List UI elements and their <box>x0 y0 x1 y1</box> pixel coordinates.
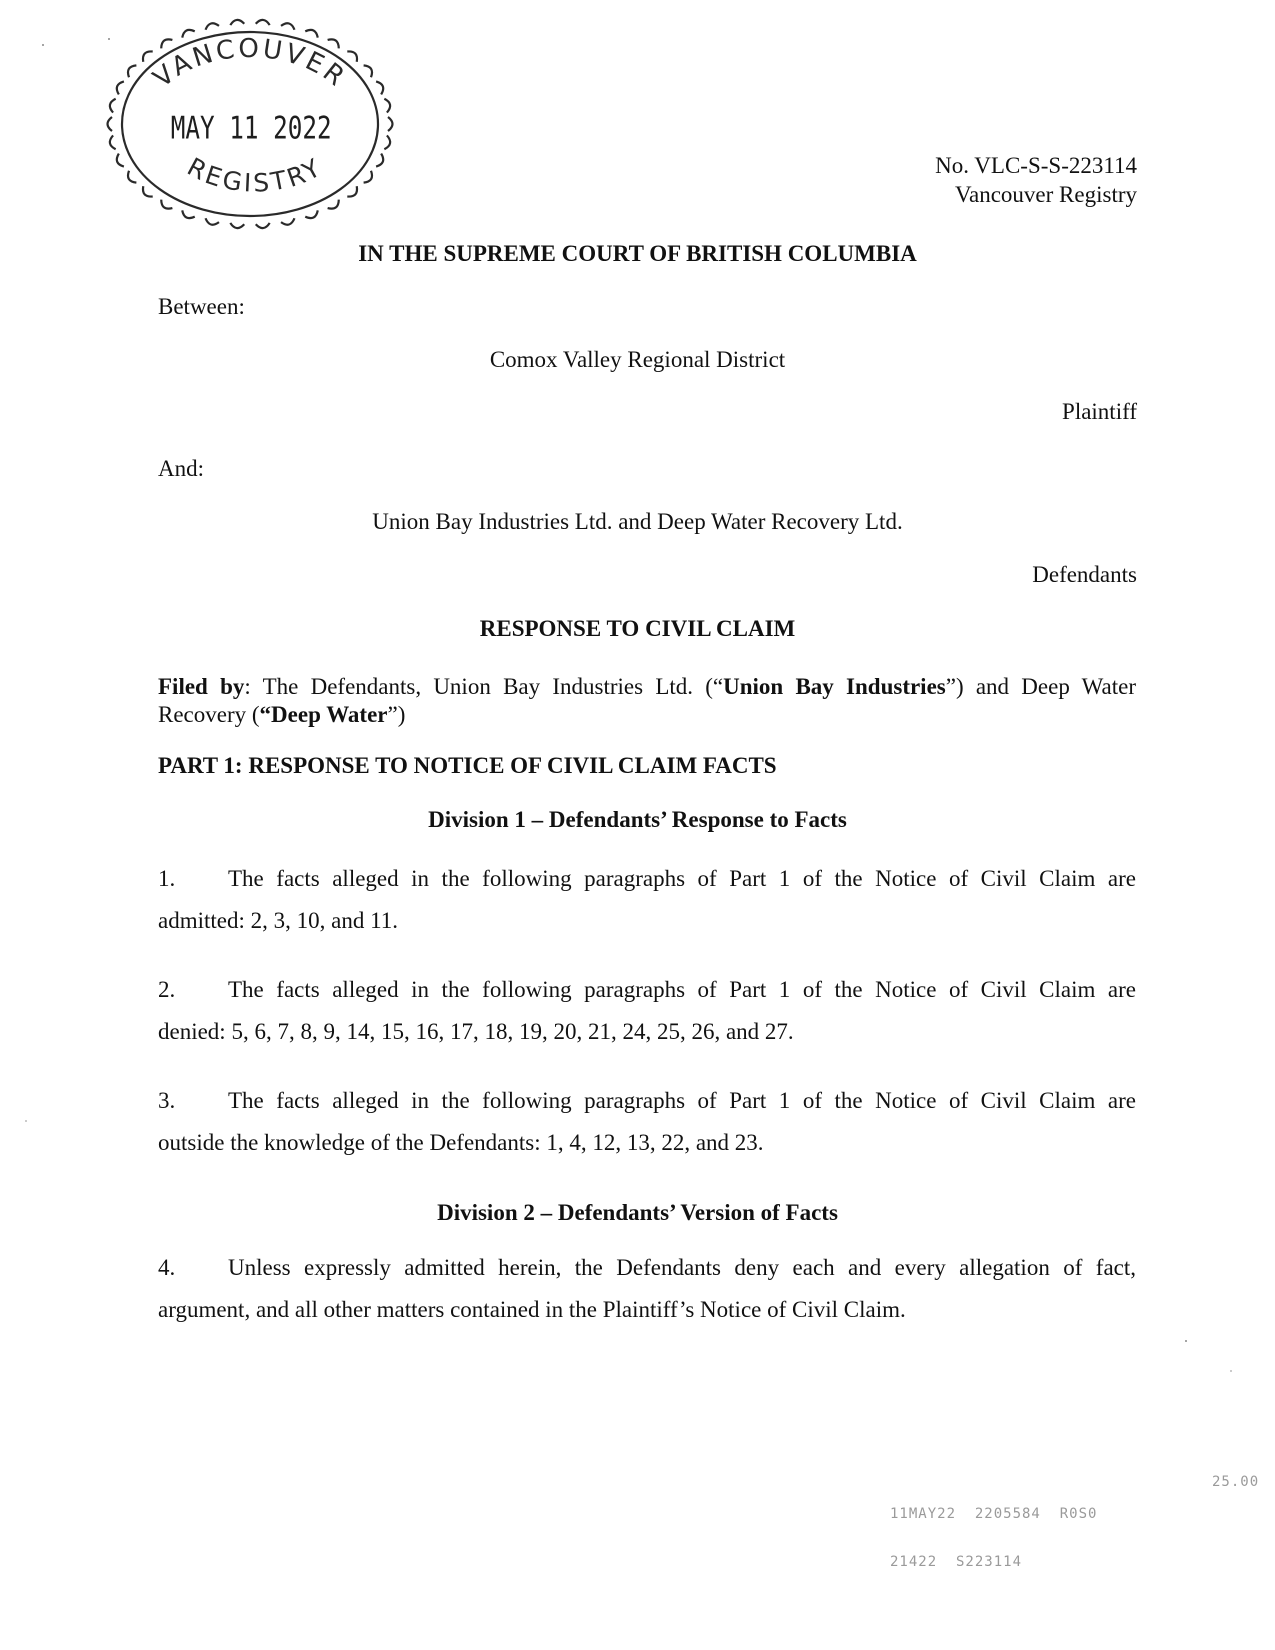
paragraph-3 <box>158 1080 1136 1164</box>
scan-speck <box>1185 1340 1187 1342</box>
paragraph-text: argument, and all other matters contained in the Plaintiff’s Notice of Civil Claim. <box>158 1297 906 1322</box>
file-number: No. VLC-S-S-223114 <box>935 153 1137 178</box>
stamp-scallop <box>305 210 320 220</box>
stamp-scallop <box>108 117 113 131</box>
receipt-imprint <box>890 1474 1275 1602</box>
paragraph-text: Unless expressly admitted herein, the Defendants deny each and every allegation of fact, <box>228 1255 1136 1280</box>
receipt-amount: 25.00 <box>1212 1474 1260 1490</box>
stamp-scallop <box>115 80 124 95</box>
stamp-scallop <box>328 36 342 48</box>
filed-by-defined-term: Union Bay Industries <box>723 674 946 699</box>
stamp-scallop <box>140 48 153 61</box>
stamp-scallop <box>256 223 270 229</box>
filed-by-defined-term: “Deep Water <box>259 702 388 727</box>
file-number-block <box>880 151 1137 209</box>
stamp-scallop <box>347 186 360 199</box>
stamp-scallop <box>376 154 385 169</box>
stamp-scallop <box>109 98 116 113</box>
filed-by-label: Filed by <box>158 674 245 699</box>
stamp-scallop <box>364 171 375 185</box>
stamp-top-text: VANCOUVER <box>147 33 353 94</box>
stamp-date: MAY 11 2022 <box>170 109 332 147</box>
filed-by-text: : The Defendants, Union Bay Industries Ltd. (“ <box>244 674 724 699</box>
receipt-line-1: 11MAY22 2205584 R0S0 <box>890 1506 1098 1522</box>
stamp-scallop <box>204 218 219 226</box>
stamp-scallop <box>115 154 124 169</box>
paragraph-text: The facts alleged in the following paragraphs of Part 1 of the Notice of Civil Claim are <box>228 977 1136 1002</box>
stamp-scallop <box>180 210 195 220</box>
paragraph-text: The facts alleged in the following paragraphs of Part 1 of the Notice of Civil Claim are <box>228 1088 1136 1113</box>
plaintiff-role: Plaintiff <box>1062 399 1137 424</box>
paragraph-4 <box>158 1247 1136 1331</box>
paragraph-number: 3. <box>158 1088 176 1113</box>
scan-speck <box>1230 1370 1232 1372</box>
stamp-scallop <box>230 223 244 229</box>
stamp-scallop <box>376 80 385 95</box>
document-title: RESPONSE TO CIVIL CLAIM <box>479 616 796 641</box>
stamp-scallop <box>328 200 342 212</box>
and-label: And: <box>158 456 204 481</box>
stamp-scallop <box>159 200 173 212</box>
paragraph-1 <box>158 858 1136 942</box>
scan-speck <box>25 1120 27 1122</box>
division-2-heading: Division 2 – Defendants’ Version of Facts <box>437 1200 838 1225</box>
scan-speck <box>42 44 44 46</box>
stamp-scallop <box>159 36 173 48</box>
receipt-line-2: 21422 S223114 <box>890 1554 1023 1570</box>
paragraph-text: The facts alleged in the following paragraphs of Part 1 of the Notice of Civil Claim are <box>228 866 1136 891</box>
stamp-scallop <box>364 63 375 77</box>
paragraph-number: 4. <box>158 1255 176 1280</box>
filed-by <box>158 673 1136 729</box>
stamp-scallop <box>204 22 219 30</box>
court-heading: IN THE SUPREME COURT OF BRITISH COLUMBIA <box>358 241 917 266</box>
stamp-bottom-text: REGISTRY <box>182 152 328 198</box>
defendant-role: Defendants <box>1032 562 1137 587</box>
stamp-scallop <box>384 135 391 150</box>
stamp-scallop <box>140 186 153 199</box>
stamp-scallop <box>388 117 393 131</box>
between-label: Between: <box>158 294 245 319</box>
stamp-scallop <box>125 63 136 77</box>
filed-by-text: Recovery ( <box>158 702 260 727</box>
filed-by-text: ”) and Deep Water <box>945 674 1136 699</box>
filed-by-text: ”) <box>387 702 406 727</box>
stamp-scallop <box>125 171 136 185</box>
paragraph-text: outside the knowledge of the Defendants: 1, 4, 12, 13, 22, and 23. <box>158 1130 764 1155</box>
stamp-scallop <box>384 98 391 113</box>
registry-stamp <box>100 12 400 237</box>
stamp-scallop <box>281 218 296 226</box>
stamp-scallop <box>347 48 360 61</box>
stamp-scallop <box>256 19 270 25</box>
defendant-names: Union Bay Industries Ltd. and Deep Water Recovery Ltd. <box>372 509 903 534</box>
paragraph-2 <box>158 969 1136 1053</box>
paragraph-text: denied: 5, 6, 7, 8, 9, 14, 15, 16, 17, 18, 19, 20, 21, 24, 25, 26, and 27. <box>158 1019 794 1044</box>
registry-name: Vancouver Registry <box>954 182 1137 207</box>
part-1-heading: PART 1: RESPONSE TO NOTICE OF CIVIL CLAIM FACTS <box>158 753 777 778</box>
paragraph-text: admitted: 2, 3, 10, and 11. <box>158 908 398 933</box>
plaintiff-name: Comox Valley Regional District <box>489 347 786 372</box>
division-1-heading: Division 1 – Defendants’ Response to Facts <box>428 807 847 832</box>
stamp-scallop <box>281 22 296 30</box>
stamp-scallop <box>230 19 244 25</box>
stamp-scallop <box>180 27 195 37</box>
paragraph-number: 2. <box>158 977 176 1002</box>
paragraph-number: 1. <box>158 866 176 891</box>
stamp-scallop <box>305 27 320 37</box>
stamp-scallop <box>109 135 116 150</box>
scan-speck <box>108 38 110 40</box>
